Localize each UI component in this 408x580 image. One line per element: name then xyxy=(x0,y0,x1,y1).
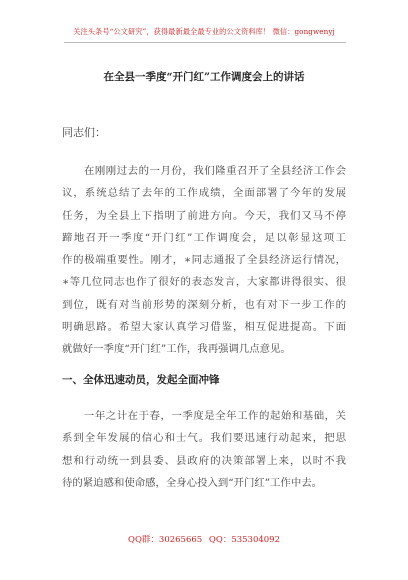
paragraph-line: 到位，既有对当前形势的深刻分析，也有对下一步工作的 xyxy=(62,298,346,311)
paragraph-line: 明确思路。希望大家认真学习借鉴，相互促进提高。下面 xyxy=(62,321,346,334)
paragraph-line: 作的极端重要性。刚才，∗同志通报了全县经济运行情况， xyxy=(62,254,346,267)
paragraph-line: 任务，为全县上下指明了前进方向。今天，我们又马不停 xyxy=(62,209,346,222)
paragraph-line: 待的紧迫感和使命感，全身心投入到“开门红”工作中去。 xyxy=(62,476,322,489)
salutation: 同志们： xyxy=(62,126,106,139)
paragraph-line: 蹄地召开一季度“开门红”工作调度会，足以彰显这项工 xyxy=(62,231,346,244)
header-notice: 关注头条号“公文研究”，获得最新最全最专业的公文资料库！ 微信：gongwenyj xyxy=(73,27,335,36)
paragraph-line: 想和行动统一到县委、县政府的决策部署上来，以时不我 xyxy=(62,454,346,467)
paragraph-1 xyxy=(62,160,346,361)
paragraph-line: 就做好一季度“开门红”工作，我再强调几点意见。 xyxy=(62,343,291,356)
header-divider xyxy=(64,42,346,43)
document-title: 在全县一季度“开门红”工作调度会上的讲话 xyxy=(103,71,305,83)
footer-contact: QQ群：30265665 QQ：535304092 xyxy=(127,535,280,545)
paragraph-line: 一年之计在于春，一季度是全年工作的起始和基础，关 xyxy=(62,410,346,422)
paragraph-line: 议，系统总结了去年的工作成绩，全面部署了今年的发展 xyxy=(62,187,346,200)
paragraph-line: 在刚刚过去的一月份，我们隆重召开了全县经济工作会 xyxy=(62,165,346,177)
section-1-heading: 一、全体迅速动员，发起全面冲锋 xyxy=(62,374,220,386)
paragraph-2 xyxy=(62,405,346,494)
paragraph-line: 系到全年发展的信心和士气。我们要迅速行动起来，把思 xyxy=(62,432,346,445)
paragraph-line: ∗等几位同志也作了很好的表态发言，大家都讲得很实、很 xyxy=(62,276,346,289)
